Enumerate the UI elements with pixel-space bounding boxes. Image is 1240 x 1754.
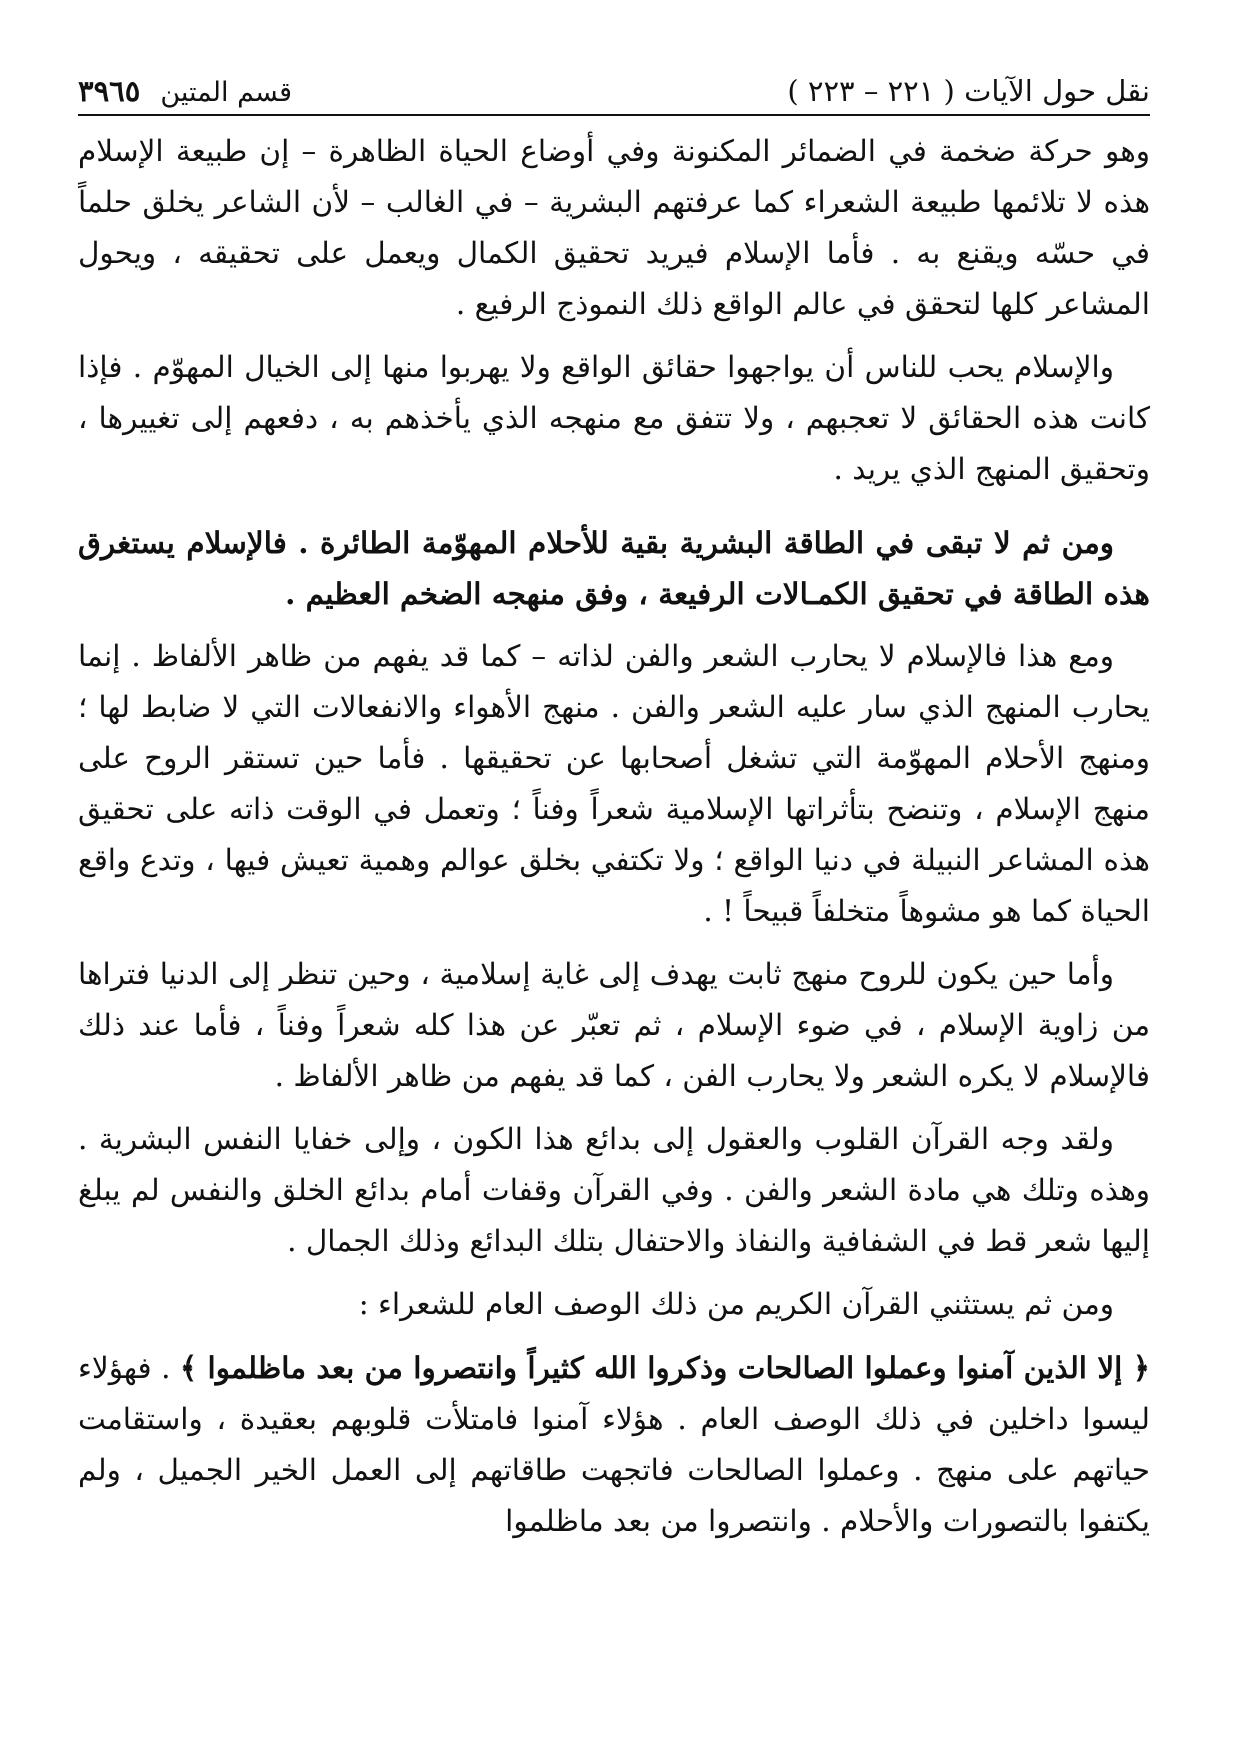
- paragraph-6: ولقد وجه القرآن القلوب والعقول إلى بدائع هذا الكون ، وإلى خفايا النفس البشرية . وهذه وتلك هي مادة الشعر والفن . وفي القرآن وقفات أمام بدائع الخلق والنفس لم يبلغ إليها شعر قط في الشفافية والنفاذ والاحتفال بتلك البدائع وذلك الجمال .: [78, 1122, 1150, 1258]
- paragraph-4: ومع هذا فالإسلام لا يحارب الشعر والفن لذاته – كما قد يفهم من ظاهر الألفاظ . إنما يحارب المنهج الذي سار عليه الشعر والفن . منهج الأهواء والانفعالات التي لا ضابط لها ؛ ومنهج الأحلام المهوّمة التي تشغل أصحابها عن تحقيقها . فأما حين تستقر الروح على منهج الإسلام ، وتنضح بتأثراتها الإسلامية شعراً وفناً ؛ وتعمل في الوقت ذاته على تحقيق هذه المشاعر النبيلة في دنيا الواقع ؛ ولا تكتفي بخلق عوالم وهمية تعيش فيها ، وتدع واقع الحياة كما هو مشوهاً متخلفاً قبيحاً ! .: [78, 639, 1150, 928]
- page: [78, 60, 1150, 1720]
- paragraph-2: والإسلام يحب للناس أن يواجهوا حقائق الواقع ولا يهربوا منها إلى الخيال المهوّم . فإذا كانت هذه الحقائق لا تعجبهم ، ولا تتفق مع منهجه الذي يأخذهم به ، دفعهم إلى تغييرها ، وتحقيق المنهج الذي يريد .: [78, 350, 1150, 486]
- paragraph-5: وأما حين يكون للروح منهج ثابت يهدف إلى غاية إسلامية ، وحين تنظر إلى الدنيا فتراها من زاوية الإسلام ، في ضوء الإسلام ، ثم تعبّر عن هذا كله شعراً وفناً ، فأما عند ذلك فالإسلام لا يكره الشعر ولا يحارب الفن ، كما قد يفهم من ظاهر الألفاظ .: [78, 957, 1150, 1093]
- paragraph-1: وهو حركة ضخمة في الضمائر المكنونة وفي أوضاع الحياة الظاهرة – إن طبيعة الإسلام هذه لا تلائمها طبيعة الشعراء كما عرفتهم البشرية – في الغالب – لأن الشاعر يخلق حلماً في حسّه ويقنع به . فأما الإسلام فيريد تحقيق الكمال ويعمل على تحقيقه ، ويحول المشاعر كلها لتحقق في عالم الواقع ذلك النموذج الرفيع .: [78, 134, 1150, 321]
- closing-text: . فهؤلاء ليسوا داخلين في ذلك الوصف العام . هؤلاء آمنوا فامتلأت قلوبهم بعقيدة ، واستقامت حياتهم على منهج . وعملوا الصالحات فاتجهت طاقاتهم إلى العمل الخير الجميل ، ولم يكتفوا بالتصورات والأحلام . وانتصروا من بعد ماظلموا: [78, 1351, 1150, 1538]
- running-title: نقل حول الآيات ( ٢٢١ – ٢٢٣ ): [787, 74, 1150, 108]
- paragraph-3: ومن ثم لا تبقى في الطاقة البشرية بقية للأحلام المهوّمة الطائرة . فالإسلام يستغرق هذه الطاقة في تحقيق الكمـالات الرفيعة ، وفق منهجه الضخم العظيم .: [78, 525, 1150, 611]
- page-header: [78, 60, 1150, 116]
- section-name: قسم المتين: [160, 77, 293, 108]
- quran-verse: ﴿ إلا الذين آمنوا وعملوا الصالحات وذكروا الله كثيراً وانتصروا من بعد ماظلموا ﴾: [179, 1350, 1150, 1385]
- page-number: ٣٩٦٥: [78, 74, 141, 108]
- paragraph-7: ومن ثم يستثني القرآن الكريم من ذلك الوصف العام للشعراء :: [358, 1287, 1114, 1321]
- closing-paragraph: [78, 1342, 1150, 1547]
- header-left-group: [78, 74, 292, 108]
- body-text: [78, 126, 1150, 1547]
